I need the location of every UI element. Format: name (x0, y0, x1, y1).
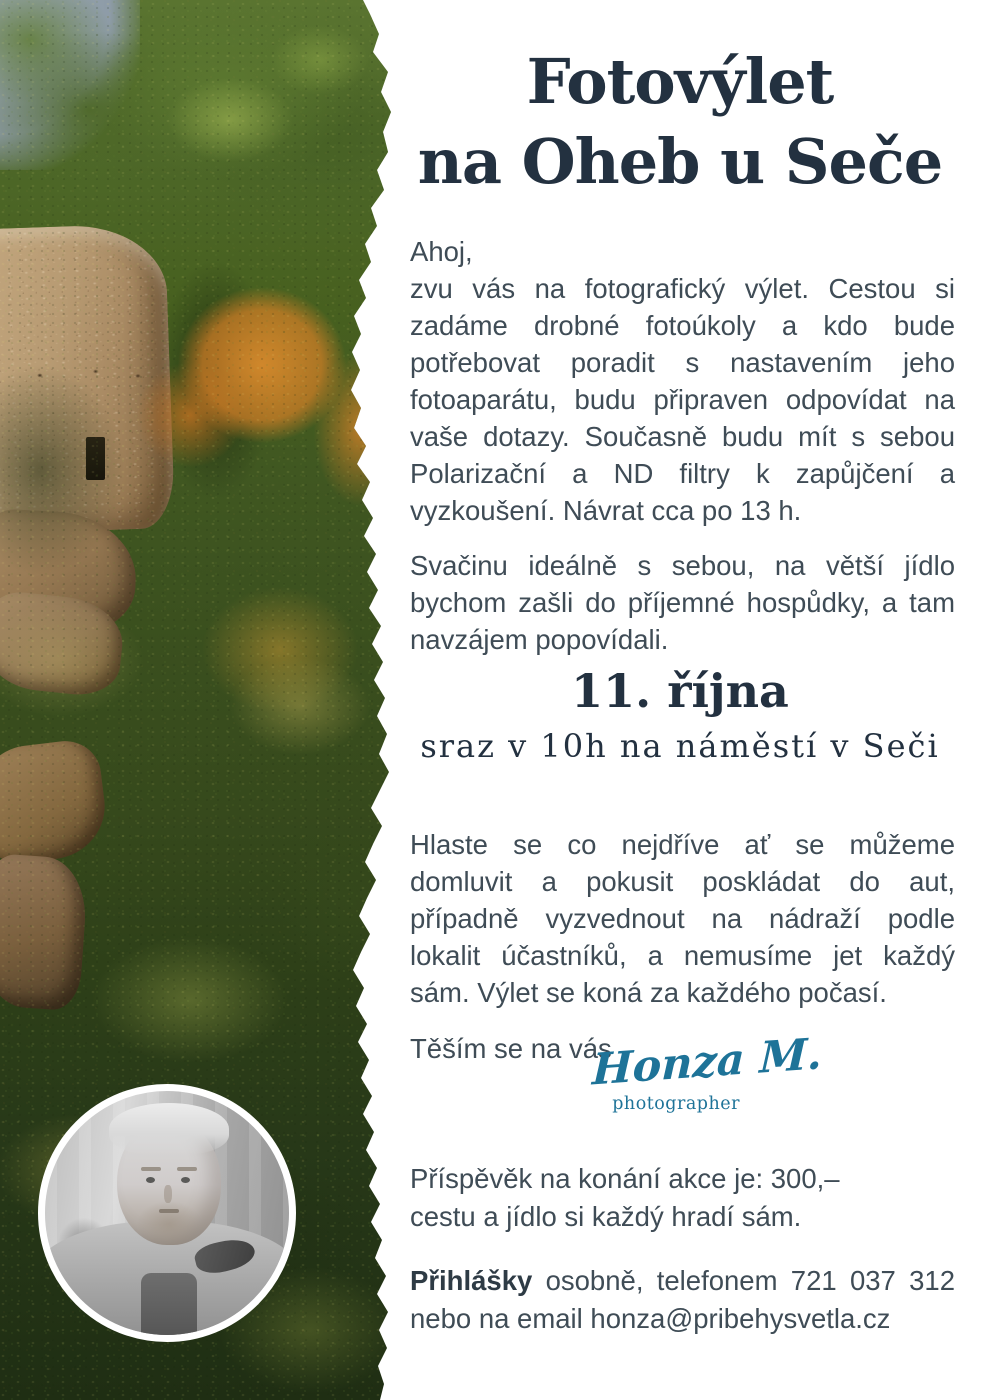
title-line-1: Fotovýlet (526, 45, 834, 118)
contact-label: Přihlášky (410, 1265, 533, 1296)
portrait-beard (137, 1199, 201, 1245)
portrait-mouth (159, 1209, 179, 1213)
portrait-photo (38, 1084, 296, 1342)
fee-info (410, 1160, 955, 1236)
contact-details: osobně, telefonem 721 037 312 nebo na email honza@pribehysvetla.cz (410, 1265, 955, 1334)
portrait-eye (181, 1177, 190, 1183)
event-date: 11. října (571, 664, 789, 718)
event-meeting-info: sraz v 10h na náměstí v Seči (420, 727, 940, 765)
intro-section (410, 233, 955, 658)
page-title (400, 42, 960, 202)
fee-line-2: cestu a jídlo si každý hradí sám. (410, 1201, 802, 1232)
intro-paragraph-2: Svačinu ideálně s sebou, na větší jídlo bychom zašli do příjemné hospůdky, a tam navzájem popovídali. (410, 550, 955, 655)
signature-subtitle: photographer (612, 1094, 740, 1114)
portrait-eyebrow (177, 1167, 197, 1171)
castle-photo (0, 0, 400, 1400)
signature-handwriting: Honza M. (591, 1029, 823, 1096)
title-line-2: na Oheb u Seče (417, 125, 943, 198)
event-section (400, 664, 960, 766)
closing-text: Těším se na vás (410, 1033, 612, 1064)
intro-paragraph-1: zvu vás na fotografický výlet. Cestou si zadáme drobné fotoúkoly a kdo bude potřebovat poradit s nastavením jeho fotoaparátu, budu připraven odpovídat na vaše dotazy. Současně budu mít s sebou Polarizační a ND filtry k zapůjčení a vyzkoušení. Návrat cca po 13 h. (410, 273, 955, 526)
logistics-paragraph: Hlaste se co nejdříve ať se můžeme domluvit a pokusit poskládat do aut, případně vyzvednout na nádraží podle lokalit účastníků, a nemusíme jet každý sám. Výlet se koná za každého počasí. (410, 829, 955, 1008)
fee-line-1: Příspěvěk na konání akce je: 300,– (410, 1163, 840, 1194)
portrait-eyebrow (141, 1167, 161, 1171)
greeting-text: Ahoj, (410, 236, 473, 267)
contact-info (410, 1262, 955, 1338)
portrait-eye (146, 1177, 155, 1183)
portrait-shirt (141, 1273, 197, 1339)
portrait-hair (109, 1103, 229, 1155)
